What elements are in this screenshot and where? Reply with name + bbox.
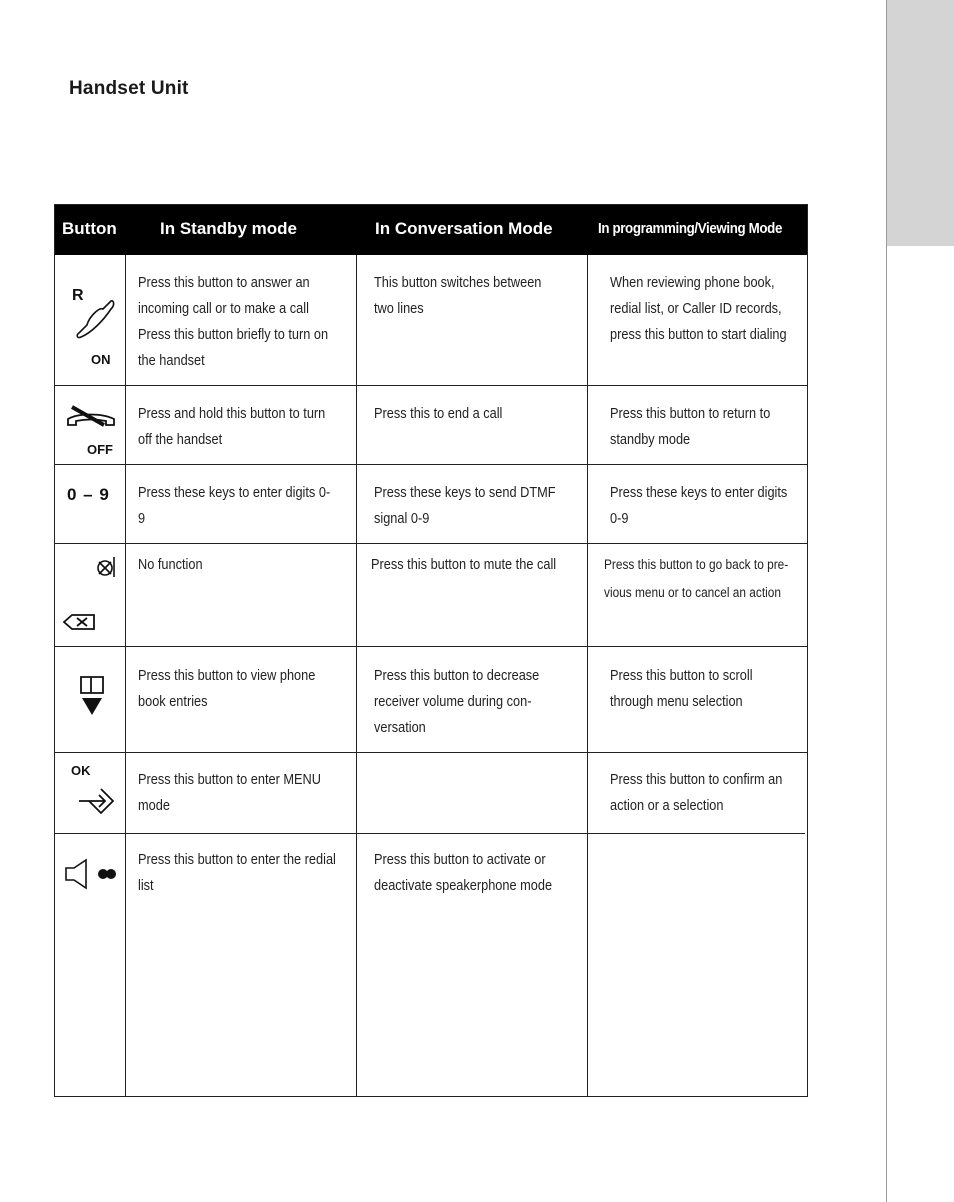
- column-divider: [356, 255, 357, 1097]
- conversation-cell: Press these keys to send DTMF signal 0-9: [374, 485, 556, 527]
- standby-cell: Press this button to enter the redial list: [138, 852, 336, 894]
- standby-cell: No function: [138, 557, 203, 573]
- phonebook-down-icon: [79, 673, 105, 717]
- conversation-cell: Press this button to activate or deactivate speakerphone mode: [374, 852, 553, 894]
- standby-cell: Press this button to view phone book entries: [138, 668, 316, 710]
- phone-off-icon: [64, 403, 118, 433]
- conversation-cell: Press this button to mute the call: [371, 557, 557, 573]
- row-divider: [55, 543, 807, 544]
- digits-label: 0 – 9: [67, 485, 110, 504]
- speaker-redial-icon: [64, 858, 120, 890]
- row-divider: [55, 646, 807, 647]
- phone-on-icon: [73, 297, 117, 341]
- on-label: ON: [91, 352, 111, 367]
- standby-cell: Press these keys to enter digits 0-9: [138, 485, 331, 527]
- row-divider: [55, 385, 807, 386]
- programming-cell: Press this button to return to standby mode: [610, 406, 771, 448]
- side-rule: [886, 0, 887, 1202]
- off-label: OFF: [87, 442, 113, 457]
- conversation-cell: Press this to end a call: [374, 406, 503, 422]
- backspace-icon: [62, 612, 96, 632]
- side-tab: [887, 0, 954, 246]
- table-header: [55, 205, 807, 255]
- row-divider: [55, 752, 807, 753]
- row-divider: [55, 464, 807, 465]
- column-divider: [125, 255, 126, 1097]
- header-standby: In Standby mode: [160, 219, 297, 238]
- standby-cell: Press this button to answer an incoming call or to make a call Press this button briefly to turn on the handset: [138, 275, 329, 369]
- r-label: R: [72, 287, 84, 304]
- header-button: Button: [62, 219, 117, 238]
- mute-icon: [95, 555, 117, 579]
- conversation-cell: Press this button to decrease receiver volume during con-versation: [374, 668, 540, 736]
- programming-cell: Press this button to confirm an action or a selection: [610, 772, 783, 814]
- button-table: [54, 204, 808, 1097]
- standby-cell: Press this button to enter MENU mode: [138, 772, 321, 814]
- section-title: Handset Unit: [69, 78, 189, 99]
- programming-cell: Press this button to go back to pre-vious menu or to cancel an action: [604, 557, 789, 600]
- ok-enter-icon: [77, 785, 119, 817]
- conversation-cell: This button switches between two lines: [374, 275, 542, 317]
- programming-cell: Press this button to scroll through menu selection: [610, 668, 753, 710]
- ok-label: OK: [71, 763, 91, 778]
- header-conversation: In Conversation Mode: [375, 219, 553, 238]
- column-divider: [587, 255, 588, 1097]
- row-divider: [55, 833, 805, 834]
- programming-cell: When reviewing phone book, redial list, or Caller ID records, press this button to start dialing: [610, 275, 787, 343]
- programming-cell: Press these keys to enter digits 0-9: [610, 485, 788, 527]
- header-programming: In programming/Viewing Mode: [598, 221, 783, 237]
- standby-cell: Press and hold this button to turn off the handset: [138, 406, 326, 448]
